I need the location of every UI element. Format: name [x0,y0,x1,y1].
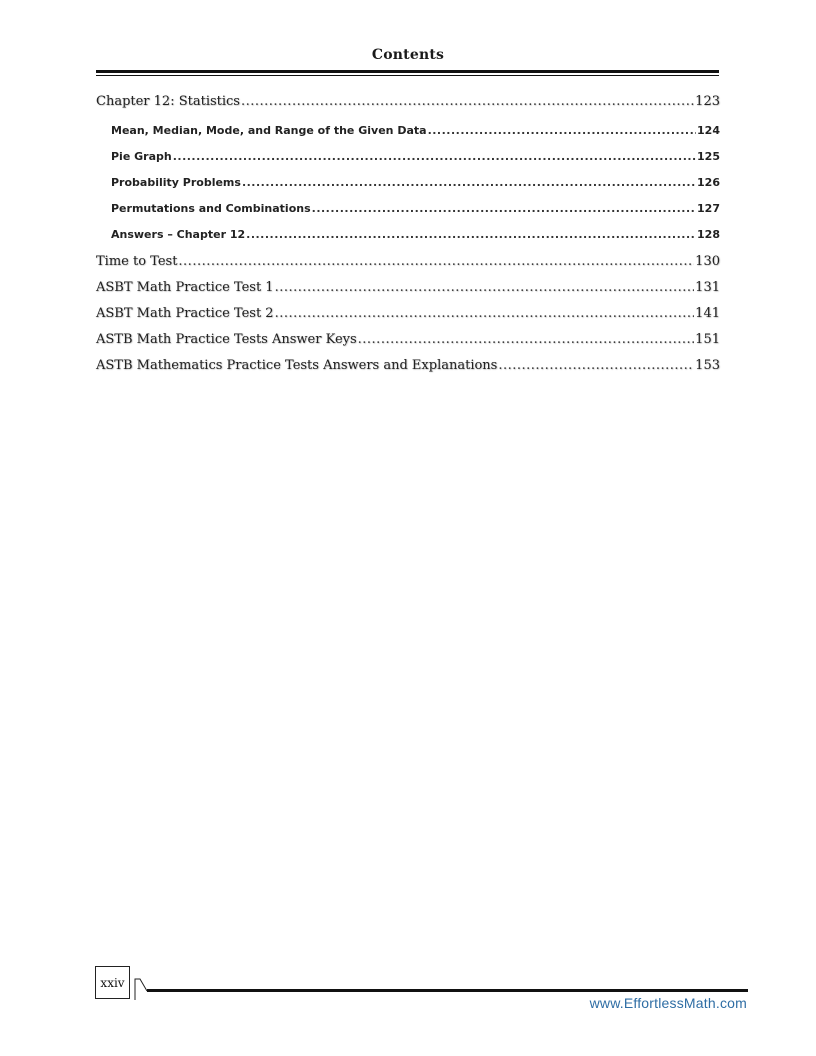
toc-entry-page: 126 [697,176,720,189]
toc-entry-title: Permutations and Combinations [111,202,311,215]
dot-leader [275,306,695,321]
footer-website-link[interactable]: www.EffortlessMath.com [589,995,747,1011]
toc-entry-title: Probability Problems [111,176,241,189]
dot-leader [498,358,694,373]
toc-entry-time-to-test[interactable] [96,254,720,269]
toc-entry-chapter-12-statistics[interactable] [96,94,720,109]
page-number-box [95,966,130,999]
toc-entry-pie-graph[interactable] [96,150,720,163]
dot-leader [241,94,694,109]
header-rule [96,70,719,73]
toc-entry-probability-problems[interactable] [96,176,720,189]
footer-rule-notch [130,970,150,1000]
toc-entry-page: 141 [695,306,720,321]
toc-entry-title: ASBT Math Practice Test 1 [96,280,274,295]
page-number: xxiv [100,975,125,990]
toc-entry-answers-chapter-12[interactable] [96,228,720,241]
toc-entry-page: 123 [695,94,720,109]
toc-entry-practice-test-2[interactable] [96,306,720,321]
toc-entry-title: Mean, Median, Mode, and Range of the Given Data [111,124,427,137]
toc-entry-page: 130 [695,254,720,269]
toc-entry-title: Time to Test [96,254,178,269]
page-title: Contents [371,47,445,63]
header-rule-thin [96,75,719,76]
toc-entry-title: Chapter 12: Statistics [96,94,240,109]
toc-entry-page: 131 [695,280,720,295]
toc-entry-page: 125 [697,150,720,163]
toc-entry-page: 127 [697,202,720,215]
dot-leader [312,202,696,215]
toc-entry-page: 128 [697,228,720,241]
dot-leader [428,124,696,137]
toc-entry-answers-explanations[interactable] [96,358,720,373]
dot-leader [242,176,696,189]
dot-leader [275,280,695,295]
toc-entry-practice-test-1[interactable] [96,280,720,295]
toc-entry-page: 151 [695,332,720,347]
toc-entry-title: ASTB Mathematics Practice Tests Answers and Explanations [96,358,498,373]
toc-entry-title: Pie Graph [111,150,172,163]
toc-entry-page: 153 [695,358,720,373]
dot-leader [178,254,694,269]
toc-entry-title: ASBT Math Practice Test 2 [96,306,274,321]
toc-entry-page: 124 [697,124,720,137]
toc-entry-answer-keys[interactable] [96,332,720,347]
dot-leader [246,228,696,241]
footer-rule [147,989,748,992]
toc-entry-permutations-combinations[interactable] [96,202,720,215]
toc-entry-title: Answers – Chapter 12 [111,228,246,241]
toc-entry-mean-median-mode-range[interactable] [96,124,720,137]
dot-leader [358,332,695,347]
toc-entry-title: ASTB Math Practice Tests Answer Keys [96,332,357,347]
dot-leader [173,150,696,163]
